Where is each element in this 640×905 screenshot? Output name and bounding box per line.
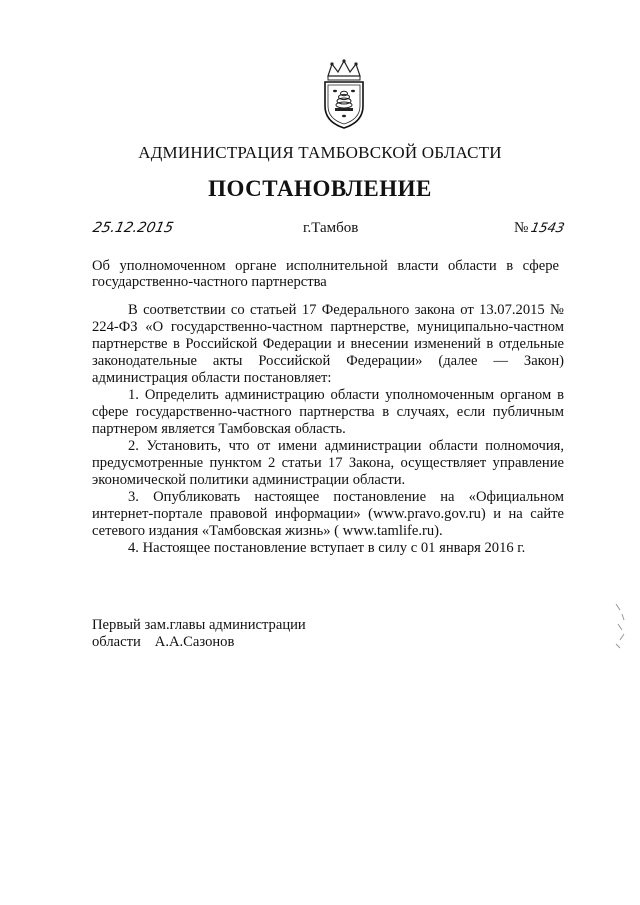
signatory-name: А.А.Сазонов	[154, 634, 235, 650]
paragraph-preamble: В соответствии со статьей 17 Федерального закона от 13.07.2015 № 224-ФЗ «О государственно-частном партнерстве, муниципально-частном партнерстве в Российской Федерации и внесении изменений в отдельные законодательные акты Российской Федерации» (далее — Закон) администрация области постановляет:	[92, 302, 564, 386]
signature-position-line1: Первый зам.главы администрации	[92, 617, 306, 633]
document-city: г.Тамбов	[303, 220, 359, 236]
document-number-label: №	[514, 220, 529, 236]
paragraph-item-2: 2. Установить, что от имени администрации области полномочия, предусмотренные пунктом 2 статьи 17 Закона, осуществляет управление экономической политики администрации области.	[92, 438, 564, 488]
document-body	[92, 302, 564, 557]
organization-title: АДМИНИСТРАЦИЯ ТАМБОВСКОЙ ОБЛАСТИ	[138, 143, 502, 162]
paragraph-item-1: 1. Определить администрацию области уполномоченным органом в сфере государственно-частного партнерства в случаях, если публичным партнером является Тамбовская область.	[92, 387, 564, 437]
document-number-value: 1543	[529, 221, 567, 236]
signature-block	[92, 617, 452, 651]
paragraph-item-3: 3. Опубликовать настоящее постановление на «Официальном интернет-портале правовой информации» (www.pravo.gov.ru) и на сайте сетевого издания «Тамбовская жизнь» ( www.tamlife.ru).	[92, 489, 564, 539]
document-date: 25.12.2015	[91, 220, 175, 236]
coat-of-arms-icon	[320, 58, 368, 130]
document-subject: Об уполномоченном органе исполнительной власти области в сфере государственно-частного партнерства	[92, 258, 559, 290]
signature-position-line2	[92, 634, 452, 651]
scan-artifact-marks	[610, 600, 634, 650]
document-meta-row	[0, 220, 640, 240]
paragraph-item-4: 4. Настоящее постановление вступает в силу с 01 января 2016 г.	[128, 540, 526, 556]
document-type-title: ПОСТАНОВЛЕНИЕ	[208, 176, 432, 201]
signature-position-region: области	[92, 634, 141, 650]
document-number	[514, 220, 567, 237]
